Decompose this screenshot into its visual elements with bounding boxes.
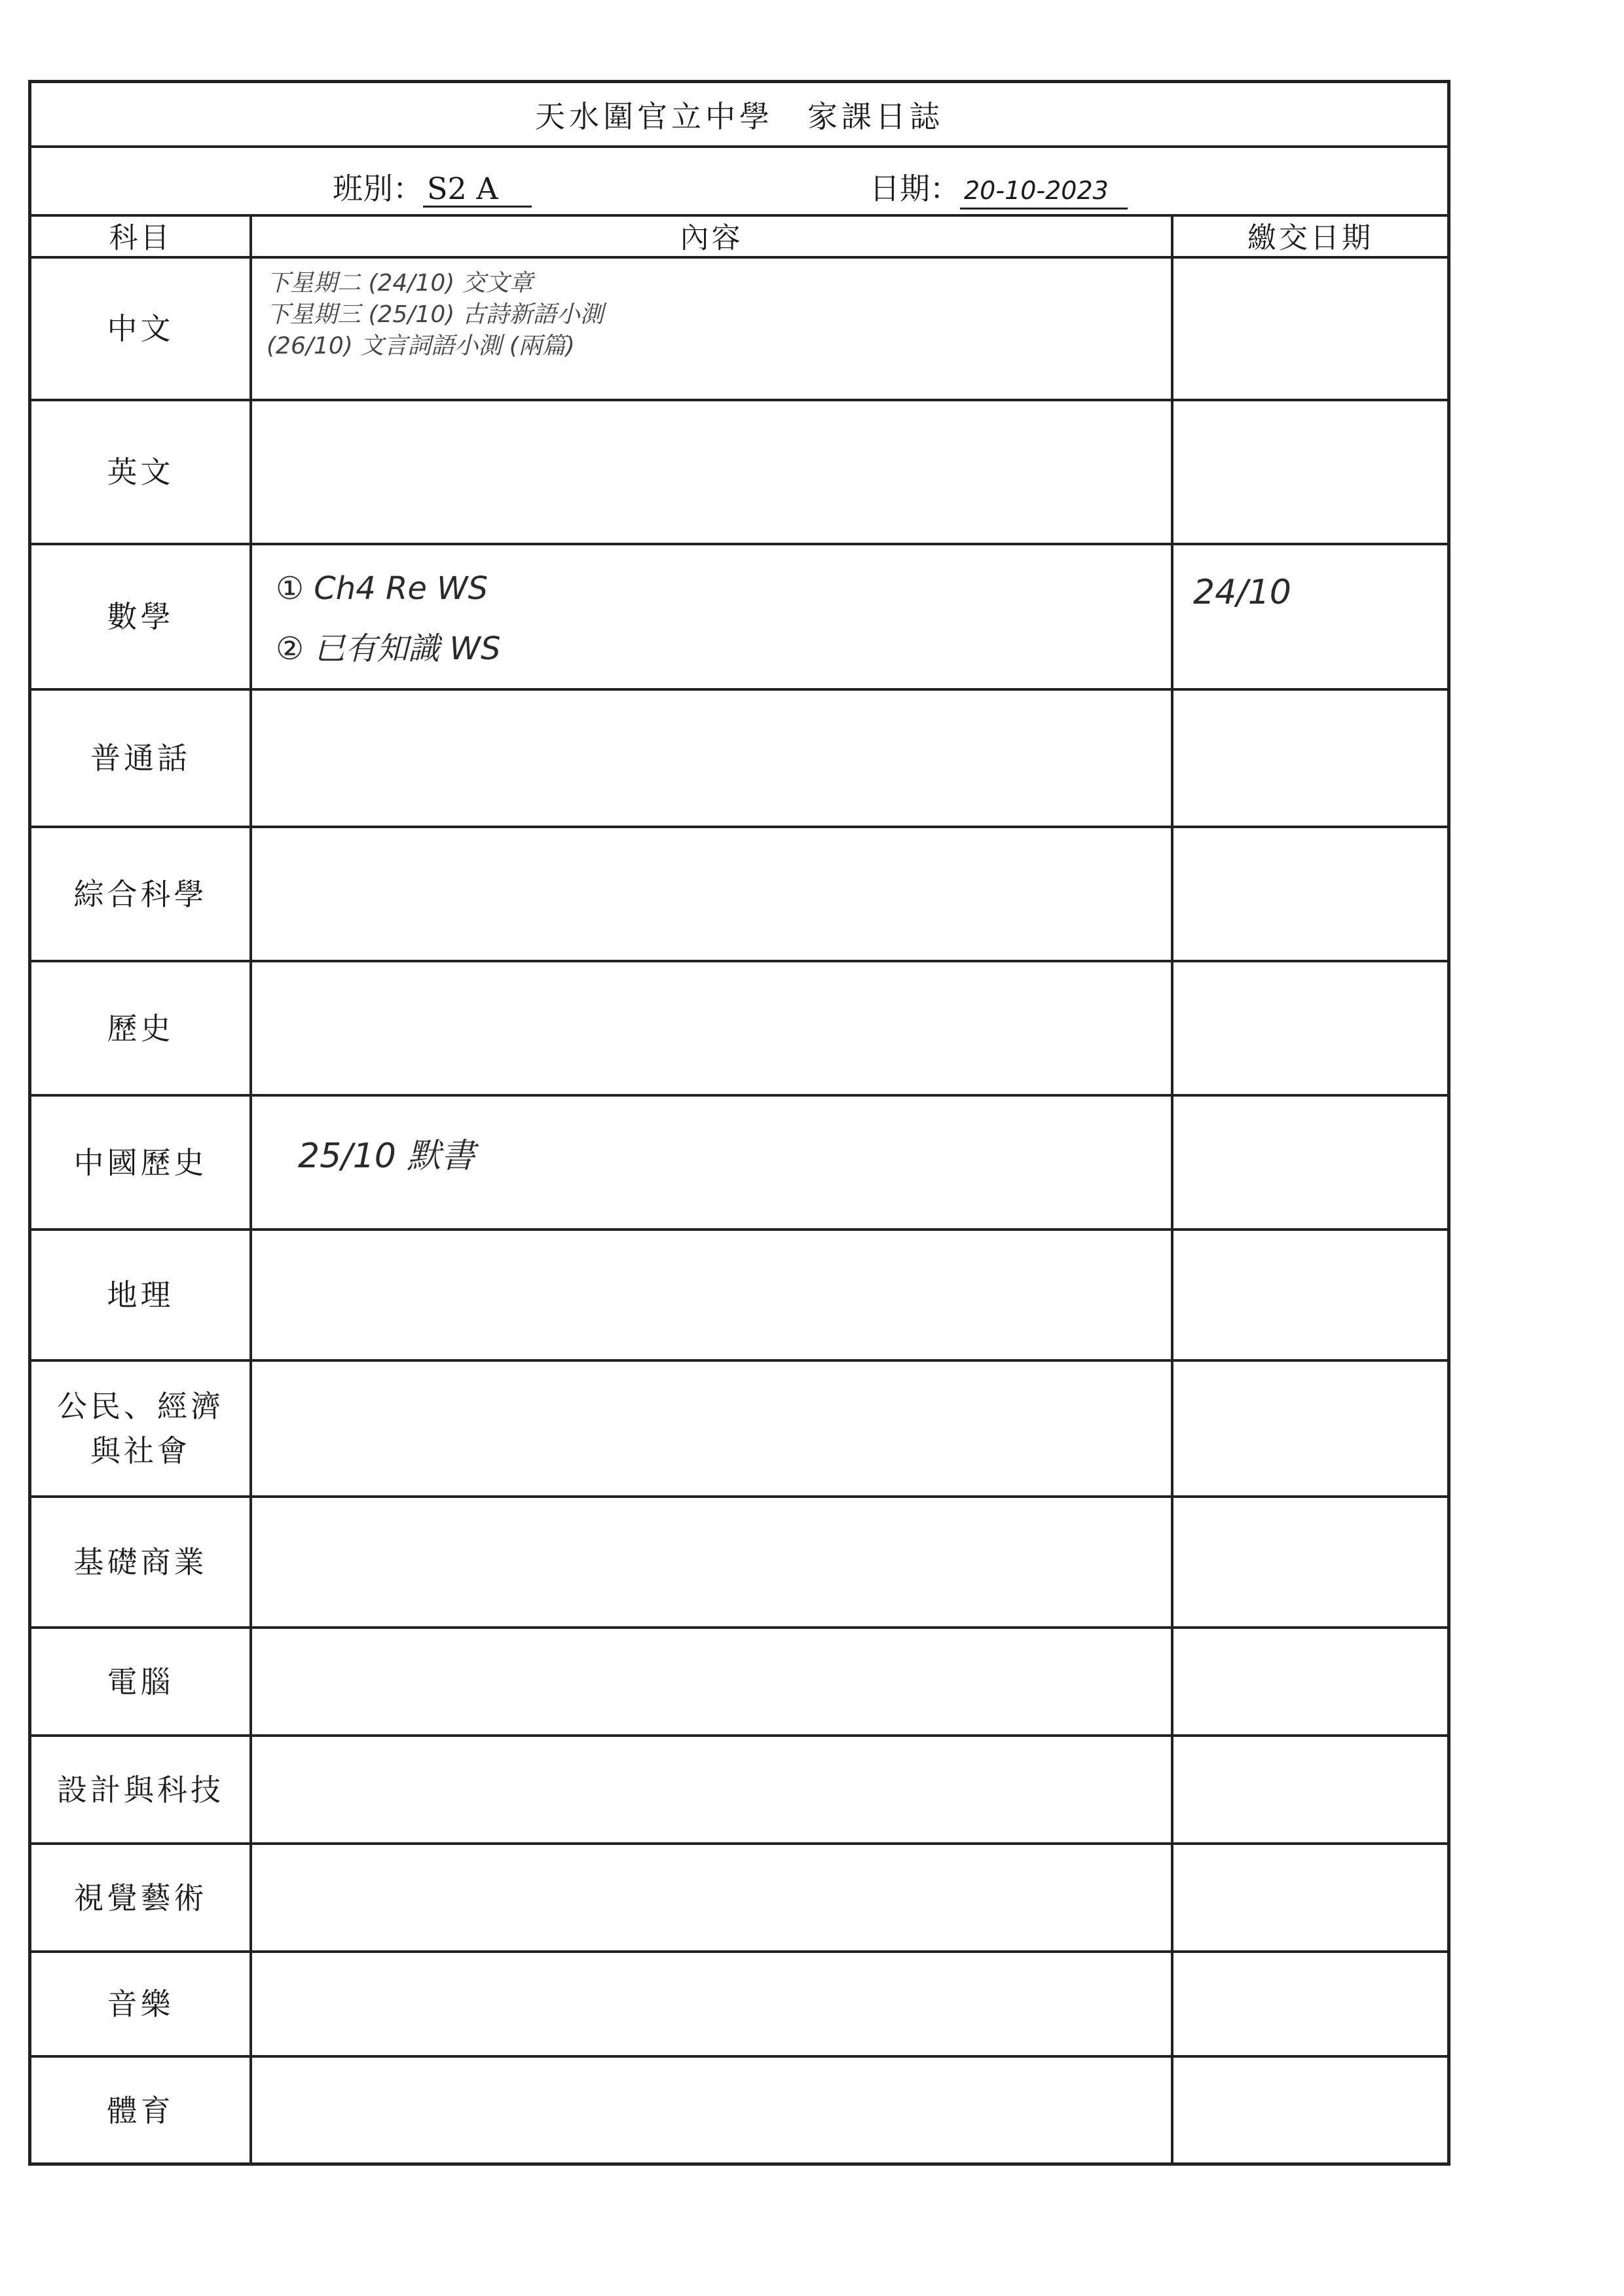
content-cell bbox=[251, 1360, 1172, 1497]
due-date-value: 24/10 bbox=[1193, 573, 1291, 612]
page-title: 天水圍官立中學 家課日誌 bbox=[31, 83, 1447, 148]
content-cell bbox=[251, 1736, 1172, 1844]
subject-cell: 歷史 bbox=[31, 961, 251, 1095]
content-cell bbox=[251, 1952, 1172, 2056]
due-date-cell bbox=[1172, 257, 1447, 400]
date-field bbox=[870, 165, 1128, 210]
subject-cell: 地理 bbox=[31, 1230, 251, 1360]
content-cell bbox=[251, 400, 1172, 544]
table-row bbox=[31, 1844, 1447, 1952]
due-date-cell bbox=[1172, 544, 1447, 689]
class-field bbox=[333, 165, 532, 208]
subject-cell bbox=[31, 1360, 251, 1497]
column-header-due: 繳交日期 bbox=[1172, 214, 1447, 257]
content-cell bbox=[251, 1095, 1172, 1230]
subject-cell: 視覺藝術 bbox=[31, 1844, 251, 1952]
homework-entry: ② 已有知識 WS bbox=[276, 630, 501, 667]
subject-cell: 中文 bbox=[31, 257, 251, 400]
table-row bbox=[31, 257, 1447, 400]
table-row bbox=[31, 2056, 1447, 2163]
content-cell bbox=[251, 2056, 1172, 2163]
subject-cell: 中國歷史 bbox=[31, 1095, 251, 1230]
table-row bbox=[31, 1230, 1447, 1360]
due-date-cell bbox=[1172, 1736, 1447, 1844]
due-date-cell bbox=[1172, 1360, 1447, 1497]
date-label: 日期： bbox=[870, 171, 960, 206]
table-row bbox=[31, 1952, 1447, 2056]
column-header-content: 內容 bbox=[251, 214, 1172, 257]
homework-entry: ① Ch4 Re WS bbox=[276, 570, 489, 607]
table-row bbox=[31, 689, 1447, 827]
class-label: 班別： bbox=[333, 171, 423, 206]
due-date-cell bbox=[1172, 1628, 1447, 1736]
subject-cell: 英文 bbox=[31, 400, 251, 544]
due-date-cell bbox=[1172, 400, 1447, 544]
due-date-cell bbox=[1172, 961, 1447, 1095]
subject-cell: 音樂 bbox=[31, 1952, 251, 2056]
content-cell bbox=[251, 689, 1172, 827]
subject-cell: 綜合科學 bbox=[31, 827, 251, 961]
due-date-cell bbox=[1172, 1952, 1447, 2056]
table-row bbox=[31, 827, 1447, 961]
homework-table bbox=[31, 214, 1447, 2163]
due-date-cell bbox=[1172, 2056, 1447, 2163]
subject-cell: 基礎商業 bbox=[31, 1497, 251, 1628]
subject-cell: 數學 bbox=[31, 544, 251, 689]
homework-entry: 下星期二 (24/10) 交文章 bbox=[267, 270, 533, 297]
content-cell bbox=[251, 1497, 1172, 1628]
homework-entry: (26/10) 文言詞語小測 (兩篇) bbox=[267, 333, 575, 359]
due-date-cell bbox=[1172, 827, 1447, 961]
class-value: S2 A bbox=[423, 172, 532, 208]
due-date-cell bbox=[1172, 1095, 1447, 1230]
table-row bbox=[31, 961, 1447, 1095]
table-row bbox=[31, 1736, 1447, 1844]
content-cell bbox=[251, 1844, 1172, 1952]
table-row bbox=[31, 544, 1447, 689]
due-date-cell bbox=[1172, 689, 1447, 827]
content-cell bbox=[251, 1230, 1172, 1360]
homework-entry: 下星期三 (25/10) 古詩新語小測 bbox=[267, 301, 604, 328]
subject-label: 公民、經濟與社會 bbox=[57, 1389, 224, 1468]
content-cell bbox=[251, 827, 1172, 961]
content-cell bbox=[251, 1628, 1172, 1736]
content-cell bbox=[251, 961, 1172, 1095]
subject-cell: 體育 bbox=[31, 2056, 251, 2163]
homework-entry: 25/10 默書 bbox=[298, 1137, 475, 1176]
date-value: 20-10-2023 bbox=[960, 173, 1128, 210]
table-row bbox=[31, 1497, 1447, 1628]
due-date-cell bbox=[1172, 1844, 1447, 1952]
table-row bbox=[31, 400, 1447, 544]
due-date-cell bbox=[1172, 1497, 1447, 1628]
subject-cell: 普通話 bbox=[31, 689, 251, 827]
table-row bbox=[31, 1628, 1447, 1736]
table-row bbox=[31, 1095, 1447, 1230]
subject-cell: 設計與科技 bbox=[31, 1736, 251, 1844]
due-date-cell bbox=[1172, 1230, 1447, 1360]
column-header-subject: 科目 bbox=[31, 214, 251, 257]
table-row bbox=[31, 1360, 1447, 1497]
homework-diary-sheet bbox=[28, 80, 1450, 2166]
content-cell bbox=[251, 544, 1172, 689]
content-cell bbox=[251, 257, 1172, 400]
info-row bbox=[31, 145, 1447, 217]
table-header-row bbox=[31, 214, 1447, 257]
subject-cell: 電腦 bbox=[31, 1628, 251, 1736]
